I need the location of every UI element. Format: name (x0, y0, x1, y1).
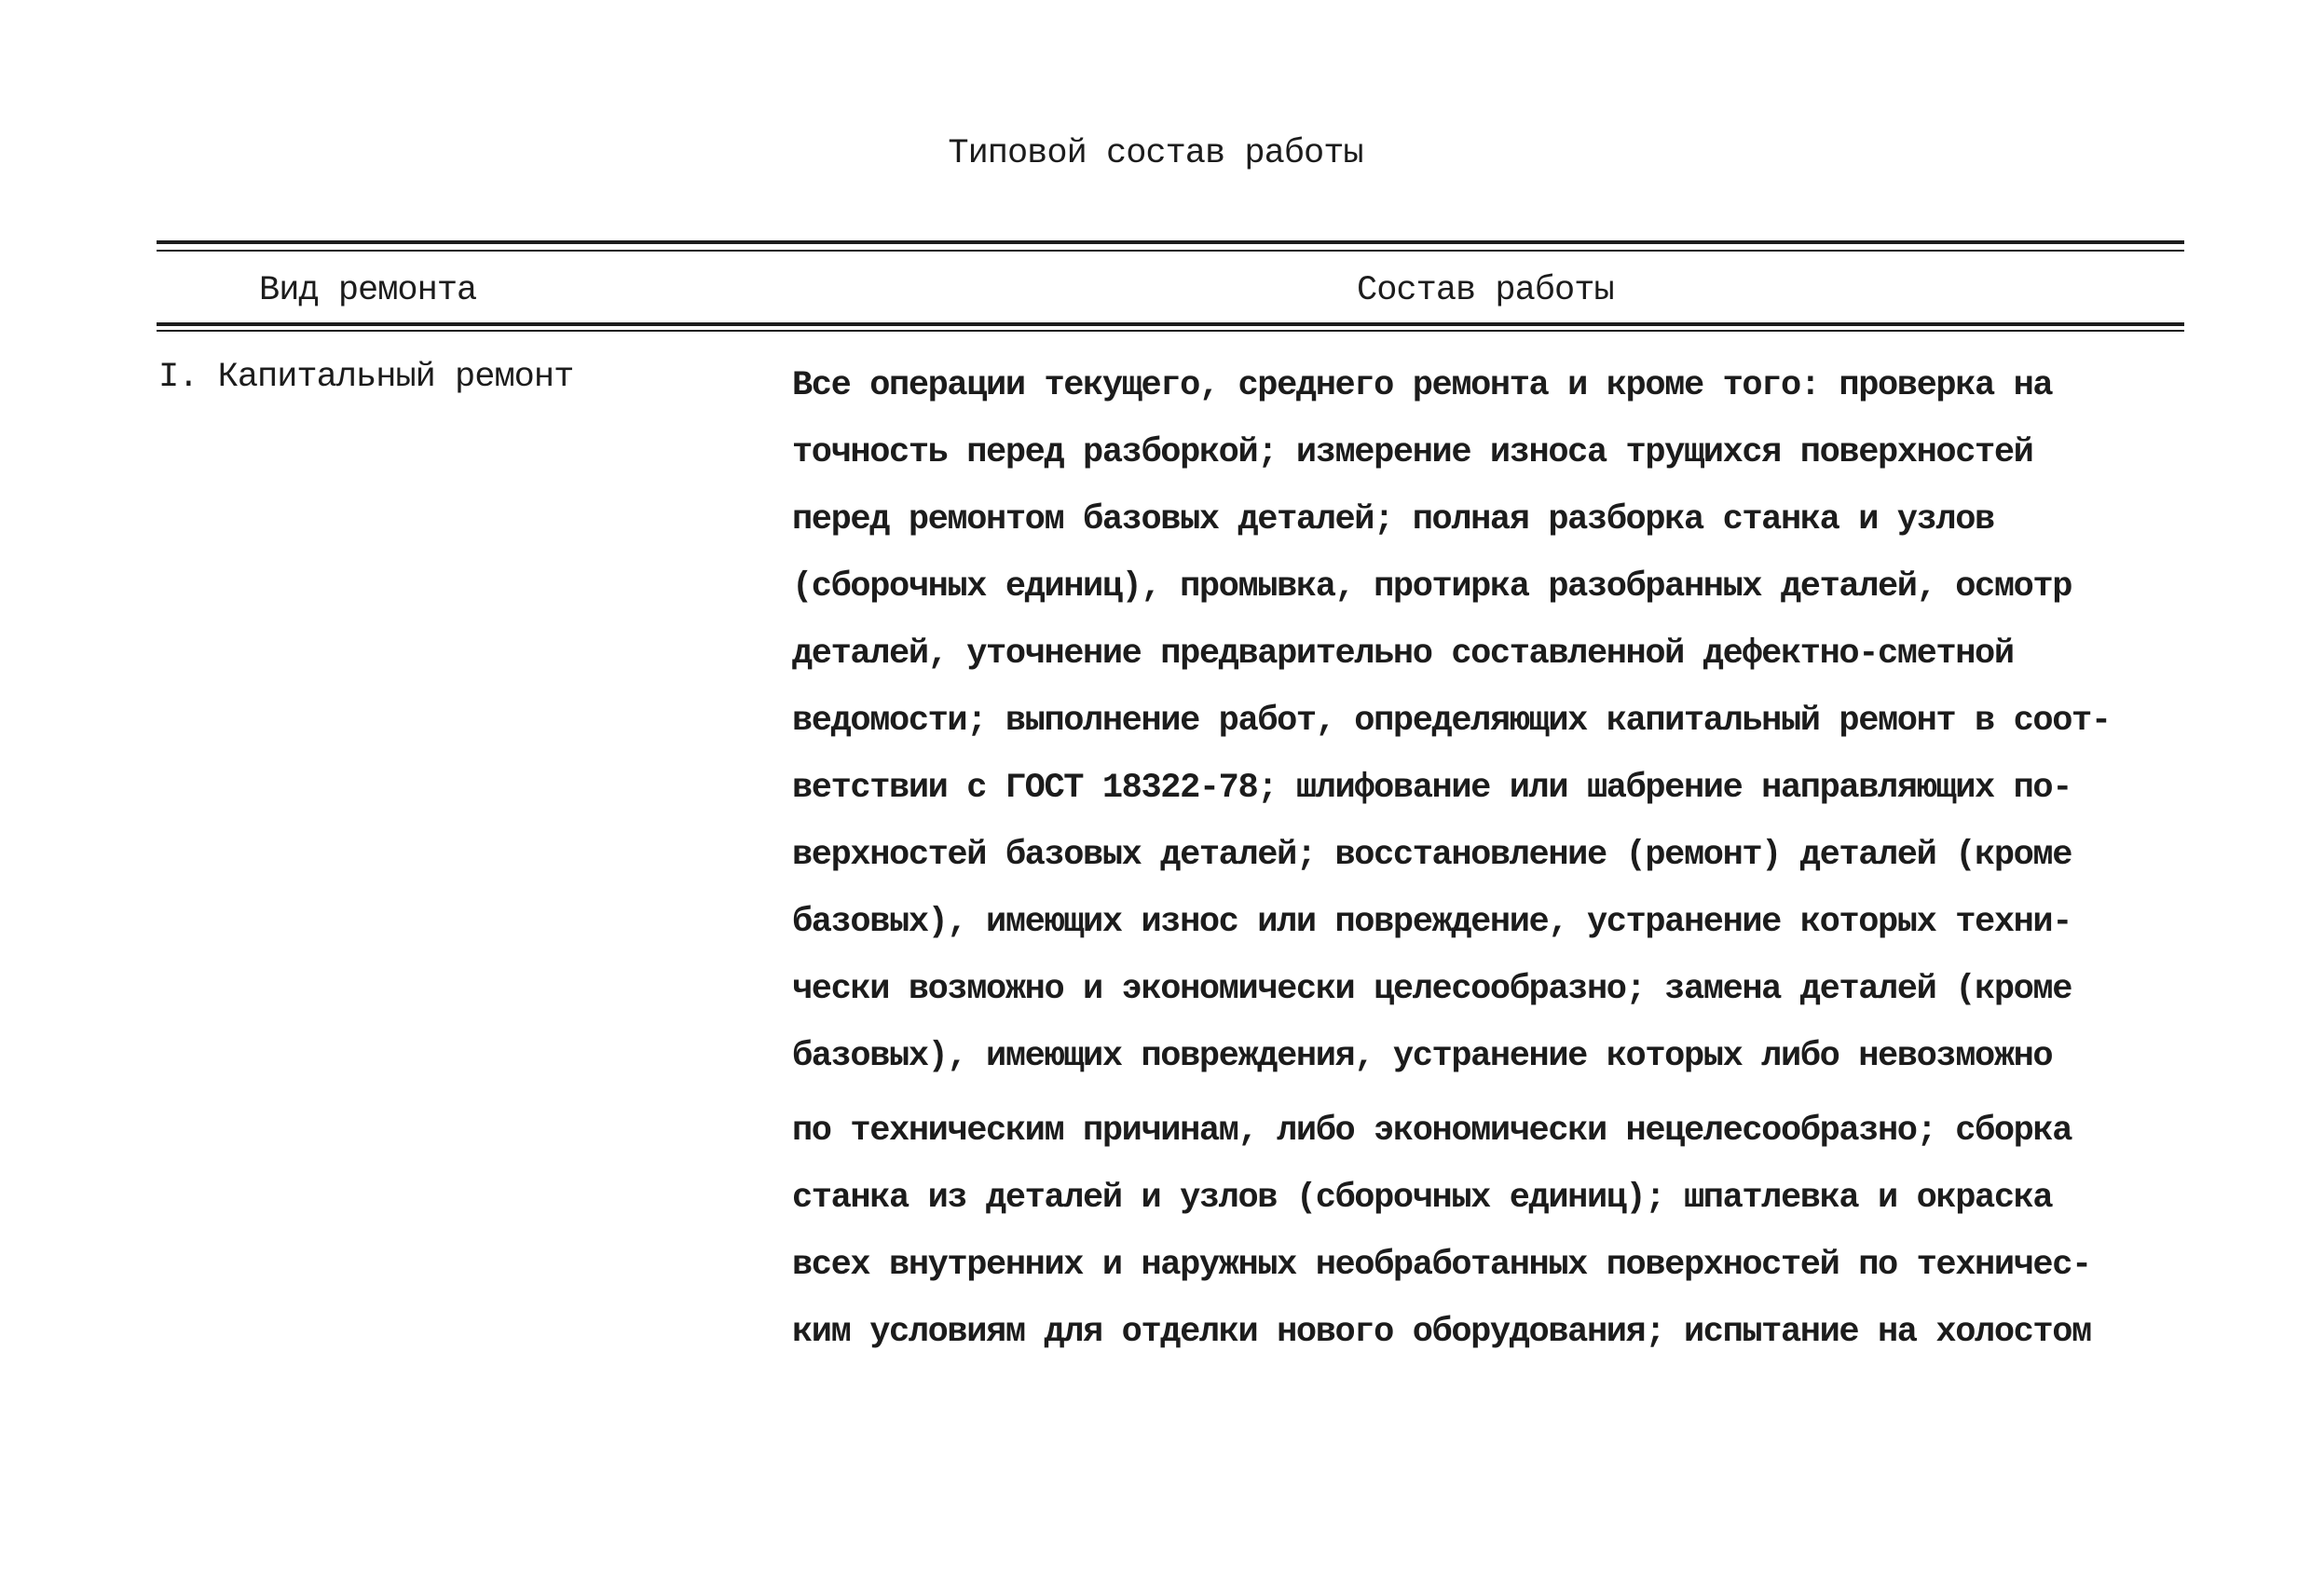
body-line: базовых), имеющих повреждения, устранение которых либо невозможно (792, 1037, 2053, 1076)
body-line: ким условиям для отделки нового оборудования; испытание на холостом (792, 1313, 2091, 1352)
body-line: по техническим причинам, либо экономически нецелесообразно; сборка (792, 1112, 2072, 1151)
body-line: точность перед разборкой; измерение износа трущихся поверхностей (792, 433, 2033, 472)
page-title: Типовой состав работы (948, 134, 1363, 173)
table-header-rule-thin (157, 330, 2184, 332)
column-header-repair-type: Вид ремонта (259, 271, 477, 310)
body-line: станка из деталей и узлов (сборочных единиц); шпатлевка и окраска (792, 1179, 2053, 1218)
table-top-rule (157, 240, 2184, 244)
body-line: перед ремонтом базовых деталей; полная разборка станка и узлов (792, 500, 1994, 539)
body-line: Все операции текущего, среднего ремонта и кроме того: проверка на (792, 366, 2053, 405)
row-label-capital-repair: I. Капитальный ремонт (158, 358, 574, 397)
body-line: базовых), имеющих износ или повреждение, устранение которых техни- (792, 903, 2072, 942)
row-body-capital-repair (792, 352, 2154, 1366)
body-line: ведомости; выполнение работ, определяющих капитальный ремонт в соот- (792, 702, 2111, 741)
body-line: верхностей базовых деталей; восстановление (ремонт) деталей (кроме (792, 836, 2072, 875)
column-header-work-scope: Состав работы (1357, 271, 1614, 310)
body-line: чески возможно и экономически целесообразно; замена деталей (кроме (792, 970, 2072, 1009)
table-top-rule-thin (157, 250, 2184, 252)
body-line: ветствии с ГОСТ 18322-78; шлифование или шабрение направляющих по- (792, 769, 2072, 808)
body-line: деталей, уточнение предварительно составленной дефектно-сметной (792, 634, 2014, 674)
body-line: (сборочных единиц), промывка, протирка разобранных деталей, осмотр (792, 567, 2072, 607)
table-header-rule (157, 322, 2184, 326)
body-line: всех внутренних и наружных необработанных поверхностей по техничес- (792, 1246, 2091, 1285)
